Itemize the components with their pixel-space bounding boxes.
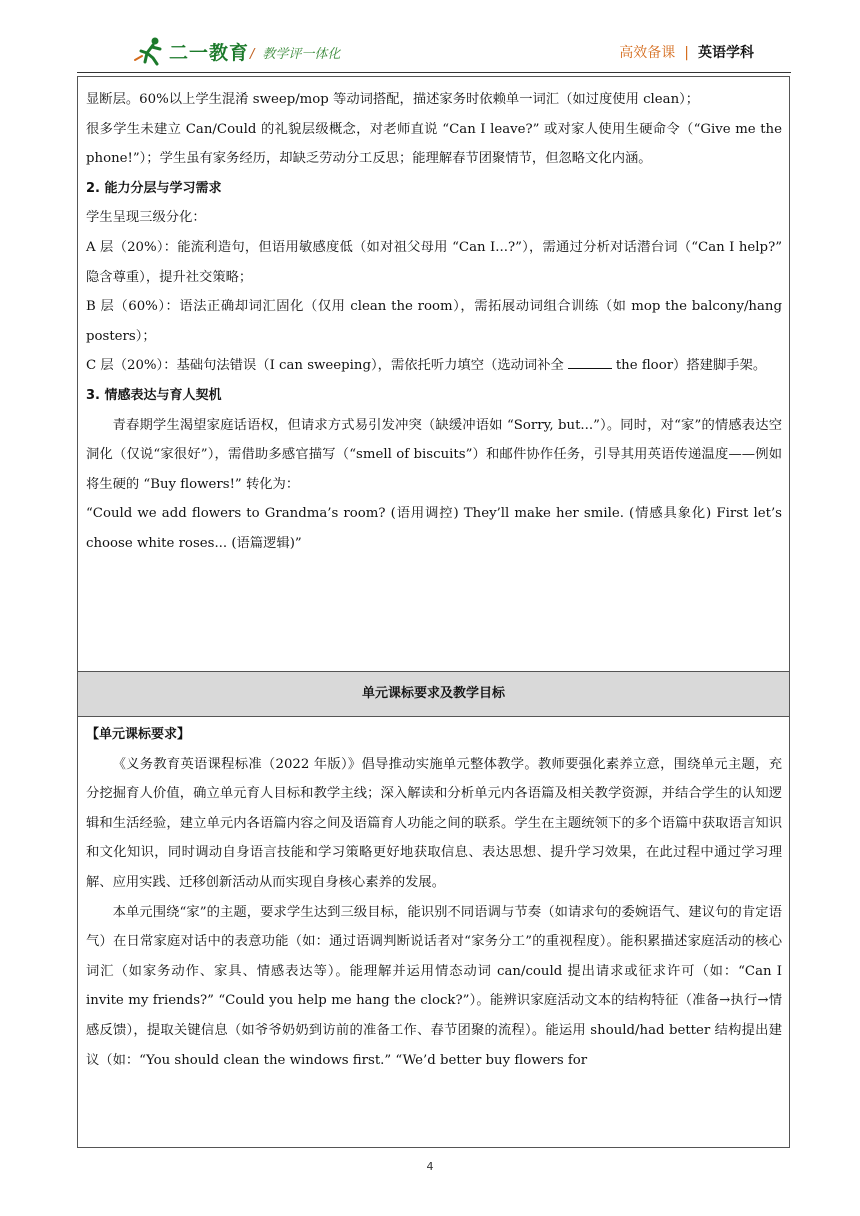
running-figure-icon xyxy=(133,36,167,66)
analysis-section xyxy=(78,77,789,671)
paragraph xyxy=(86,351,782,381)
paragraph: A 层（20%）：能流利造句，但语用敏感度低（如对祖父母用 “Can I...?”），需通过分析对话潜台词（“Can I help?” 隐含尊重），提升社交策略； xyxy=(86,239,782,285)
text-run: the floor）搭建脚手架。 xyxy=(615,358,767,374)
paragraph: “Could we add flowers to Grandma’s room? (语用调控) They’ll make her smile. (情感具象化) First let’s choose white roses... (语篇逻辑)” xyxy=(86,506,782,551)
text-run: C 层（20%）：基础句法错误（I can sweeping），需依托听力填空（选动词补全 xyxy=(86,358,564,374)
subheading: 2. 能力分层与学习需求 xyxy=(86,180,222,196)
slogan: / 教学评一体化 xyxy=(250,47,341,62)
header-subject xyxy=(619,42,754,62)
content-table xyxy=(77,76,790,1148)
subheading: 3. 情感表达与育人契机 xyxy=(86,387,222,403)
paragraph: 青春期学生渴望家庭话语权，但请求方式易引发冲突（缺缓冲语如 “Sorry, but...”）。同时，对“家”的情感表达空洞化（仅说“家很好”），需借助多感官描写（“smell of biscuits”）和邮件协作任务，引导其用英语传递温度——例如将生硬的 “Buy flowers!” 转化为： xyxy=(86,417,782,492)
header-tag-left: 高效备课 xyxy=(619,45,676,61)
page-header xyxy=(0,0,860,72)
header-rule xyxy=(77,72,791,73)
paragraph: 很多学生未建立 Can/Could 的礼貌层级概念，对老师直说 “Can I leave?” 或对家人使用生硬命令（“Give me the phone!”）；学生虽有家务经历，却缺乏劳动分工反思；能理解春节团聚情节，但忽略文化内涵。 xyxy=(86,121,782,167)
subheading: 【单元课标要求】 xyxy=(86,727,191,742)
paragraph: 学生呈现三级分化： xyxy=(86,210,206,226)
standards-section xyxy=(78,717,789,1075)
slogan-text: 教学评一体化 xyxy=(262,47,341,62)
header-tag-right: 英语学科 xyxy=(698,45,754,61)
fill-blank xyxy=(568,354,612,369)
paragraph: 《义务教育英语课程标准（2022 年版）》倡导推动实施单元整体教学。教师要强化素养立意，围绕单元主题，充分挖掘育人价值，确立单元育人目标和教学主线；深入解读和分析单元内各语篇及相关教学资源，并结合学生的认知逻辑和生活经验，建立单元内各语篇内容之间及语篇育人功能之间的联系。学生在主题统领下的多个语篇中获取语言知识和文化知识，同时调动自身语言技能和学习策略更好地获取信息、表达思想、提升学习效果，在此过程中通过学习理解、应用实践、迁移创新活动从而实现自身核心素养的发展。 xyxy=(86,756,782,890)
paragraph: 显断层。60%以上学生混淆 sweep/mop 等动词搭配，描述家务时依赖单一词汇（如过度使用 clean）； xyxy=(86,92,700,107)
section-title-bar: 单元课标要求及教学目标 xyxy=(78,671,789,717)
brand-name: 二一教育 xyxy=(169,41,250,64)
paragraph: 本单元围绕“家”的主题，要求学生达到三级目标，能识别不同语调与节奏（如请求句的委婉语气、建议句的肯定语气）在日常家庭对话中的表意功能（如：通过语调判断说话者对“家务分工”的重视程度）。能积累描述家庭活动的核心词汇（如家务动作、家具、情感表达等）。能理解并运用情态动词 can/could 提出请求或征求许可（如：“Can I invite my friends?” “Could you help me hang the clock?”）。能辨识家庭活动文本的结构特征（准备→执行→情感反馈），提取关键信息（如爷爷奶奶到访前的准备工作、春节团聚的流程）。能运用 should/had better 结构提出建议（如：“You should clean the windows first.” “We’d better buy flowers for xyxy=(86,904,782,1068)
page-number: 4 xyxy=(426,1160,434,1173)
paragraph: B 层（60%）：语法正确却词汇固化（仅用 clean the room），需拓展动词组合训练（如 mop the balcony/hang posters）； xyxy=(86,299,782,344)
header-divider: | xyxy=(684,45,689,61)
brand-logo xyxy=(133,36,249,66)
